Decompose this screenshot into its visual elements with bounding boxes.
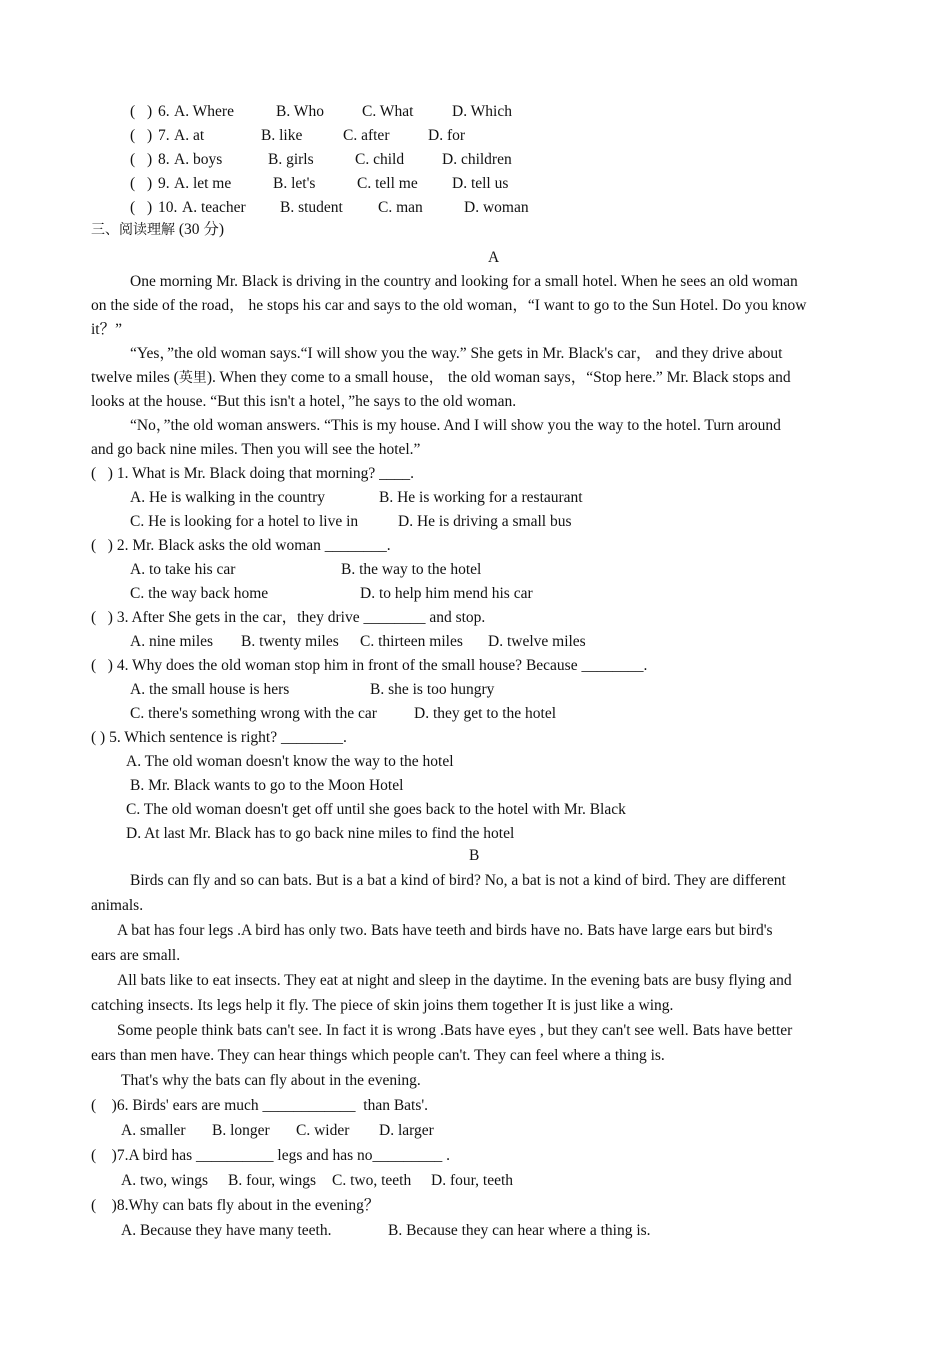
passage-a-line: “No，”the old woman answers. “This is my house. And I will show you the way to the hotel. Turn around xyxy=(130,417,781,434)
option-a: A. He is walking in the country xyxy=(130,489,326,506)
option-a: A. The old woman doesn't know the way to the hotel xyxy=(126,753,454,770)
option-d: D. for xyxy=(428,127,466,144)
option-c: C. He is looking for a hotel to live in xyxy=(130,513,359,530)
text-run: twelve miles ( xyxy=(91,369,179,386)
option-c: C. two, teeth xyxy=(332,1172,412,1189)
option-d: D. He is driving a small bus xyxy=(398,513,572,530)
question-stem: ( )8.Why can bats fly about in the evening？ xyxy=(91,1197,380,1214)
question-stem: ( ) 2. Mr. Black asks the old woman ________. xyxy=(91,537,391,554)
question-stem: ( ) 4. Why does the old woman stop him in front of the small house? Because ________. xyxy=(91,657,648,674)
section-heading-score: (30 分) xyxy=(175,221,225,238)
option-b: B. four, wings xyxy=(228,1172,317,1189)
passage-a-line: One morning Mr. Black is driving in the country and looking for a small hotel. When he sees an old woman xyxy=(130,273,798,290)
option-c: C. The old woman doesn't get off until she goes back to the hotel with Mr. Black xyxy=(126,801,626,818)
option-a: A. to take his car xyxy=(130,561,236,578)
answer-bracket: ( xyxy=(130,175,136,192)
answer-bracket-close: ) xyxy=(147,127,153,144)
question-stem: ( ) 5. Which sentence is right? ________. xyxy=(91,729,347,746)
option-a: A. teacher xyxy=(182,199,246,216)
answer-bracket-close: ) xyxy=(147,175,153,192)
passage-a-line: on the side of the road， he stops his car and says to the old woman，“I want to go to the Sun Hotel. Do you know xyxy=(91,297,807,314)
answer-bracket: ( xyxy=(130,127,136,144)
answer-bracket-close: ) xyxy=(147,103,153,120)
option-b: B. Who xyxy=(276,103,324,120)
option-b: B. longer xyxy=(212,1122,270,1139)
question-number: 7. xyxy=(158,127,170,144)
option-b: B. student xyxy=(280,199,343,216)
section-heading xyxy=(91,220,224,240)
question-number: 9. xyxy=(158,175,170,192)
option-a: A. two, wings xyxy=(121,1172,208,1189)
option-d: D. woman xyxy=(464,199,529,216)
option-c: C. wider xyxy=(296,1122,350,1139)
option-d: D. four, teeth xyxy=(431,1172,514,1189)
option-d: D. twelve miles xyxy=(488,633,586,650)
option-b: B. the way to the hotel xyxy=(341,561,482,578)
answer-bracket-close: ) xyxy=(147,151,153,168)
option-a: A. at xyxy=(174,127,205,144)
passage-a-line: and go back nine miles. Then you will see the hotel.” xyxy=(91,441,421,458)
option-b: B. let's xyxy=(273,175,316,192)
passage-b-line: All bats like to eat insects. They eat at night and sleep in the daytime. In the evening bats are busy flying and xyxy=(117,972,792,989)
passage-a-line: it？” xyxy=(91,321,122,338)
option-a: A. boys xyxy=(174,151,223,168)
question-number: 8. xyxy=(158,151,170,168)
option-c: C. What xyxy=(362,103,414,120)
option-c: C. after xyxy=(343,127,390,144)
option-c: C. child xyxy=(355,151,405,168)
passage-b-line: ears than men have. They can hear things which people can't. They can feel where a thing is. xyxy=(91,1047,665,1064)
option-d: D. tell us xyxy=(452,175,509,192)
option-b: B. He is working for a restaurant xyxy=(379,489,583,506)
question-number: 10. xyxy=(158,199,178,216)
option-c: C. there's something wrong with the car xyxy=(130,705,377,722)
question-number: 6. xyxy=(158,103,170,120)
option-a: A. nine miles xyxy=(130,633,214,650)
option-a: A. Because they have many teeth. xyxy=(121,1222,332,1239)
option-d: D. children xyxy=(442,151,512,168)
passage-b-line: A bat has four legs .A bird has only two. Bats have teeth and birds have no. Bats have large ears but bird's xyxy=(117,922,773,939)
option-c: C. man xyxy=(378,199,423,216)
option-b: B. girls xyxy=(268,151,314,168)
question-stem: ( )7.A bird has __________ legs and has no_________ . xyxy=(91,1147,451,1164)
option-d: D. larger xyxy=(379,1122,434,1139)
option-a: A. the small house is hers xyxy=(130,681,290,698)
option-d: D. Which xyxy=(452,103,512,120)
option-c: C. thirteen miles xyxy=(360,633,463,650)
passage-a-title: A xyxy=(488,249,500,266)
option-a: A. Where xyxy=(174,103,234,120)
passage-b-line: ears are small. xyxy=(91,947,181,964)
option-b: B. she is too hungry xyxy=(370,681,495,698)
passage-b-line: Birds can fly and so can bats. But is a bat a kind of bird? No, a bat is not a kind of bird. They are different xyxy=(130,872,786,889)
option-d: D. At last Mr. Black has to go back nine miles to find the hotel xyxy=(126,825,515,842)
passage-a-line: “Yes，”the old woman says.“I will show you the way.” She gets in Mr. Black's car， and they drive about xyxy=(130,345,783,362)
option-b: B. Mr. Black wants to go to the Moon Hotel xyxy=(130,777,404,794)
text-run-cn: 英里 xyxy=(178,370,207,386)
passage-a-line: looks at the house. “But this isn't a hotel，”he says to the old woman. xyxy=(91,393,517,410)
passage-b-line: catching insects. Its legs help it fly. The piece of skin joins them together It is just like a wing. xyxy=(91,997,674,1014)
option-c: C. the way back home xyxy=(130,585,269,602)
answer-bracket: ( xyxy=(130,151,136,168)
passage-b-line: Some people think bats can't see. In fact it is wrong .Bats have eyes , but they can't see well. Bats have better xyxy=(117,1022,793,1039)
option-b: B. twenty miles xyxy=(241,633,339,650)
question-stem: ( ) 3. After She gets in the car，they drive ________ and stop. xyxy=(91,609,486,626)
option-a: A. smaller xyxy=(121,1122,186,1139)
option-a: A. let me xyxy=(174,175,232,192)
passage-b-line: That's why the bats can fly about in the evening. xyxy=(121,1072,421,1089)
option-b: B. Because they can hear where a thing is. xyxy=(388,1222,651,1239)
passage-b-title: B xyxy=(469,847,480,864)
option-d: D. to help him mend his car xyxy=(360,585,533,602)
question-stem: ( ) 1. What is Mr. Black doing that morning? ____. xyxy=(91,465,415,482)
option-d: D. they get to the hotel xyxy=(414,705,557,722)
text-run: ). When they come to a small house， the old woman says，“Stop here.” Mr. Black stops and xyxy=(206,369,791,386)
option-c: C. tell me xyxy=(357,175,418,192)
section-heading-cn: 三、阅读理解 xyxy=(91,222,175,238)
question-stem: ( )6. Birds' ears are much ____________ than Bats'. xyxy=(91,1097,429,1114)
answer-bracket: ( xyxy=(130,103,136,120)
answer-bracket: ( xyxy=(130,199,136,216)
answer-bracket-close: ) xyxy=(147,199,153,216)
option-b: B. like xyxy=(261,127,303,144)
passage-b-line: animals. xyxy=(91,897,144,914)
passage-a-line xyxy=(91,368,791,388)
